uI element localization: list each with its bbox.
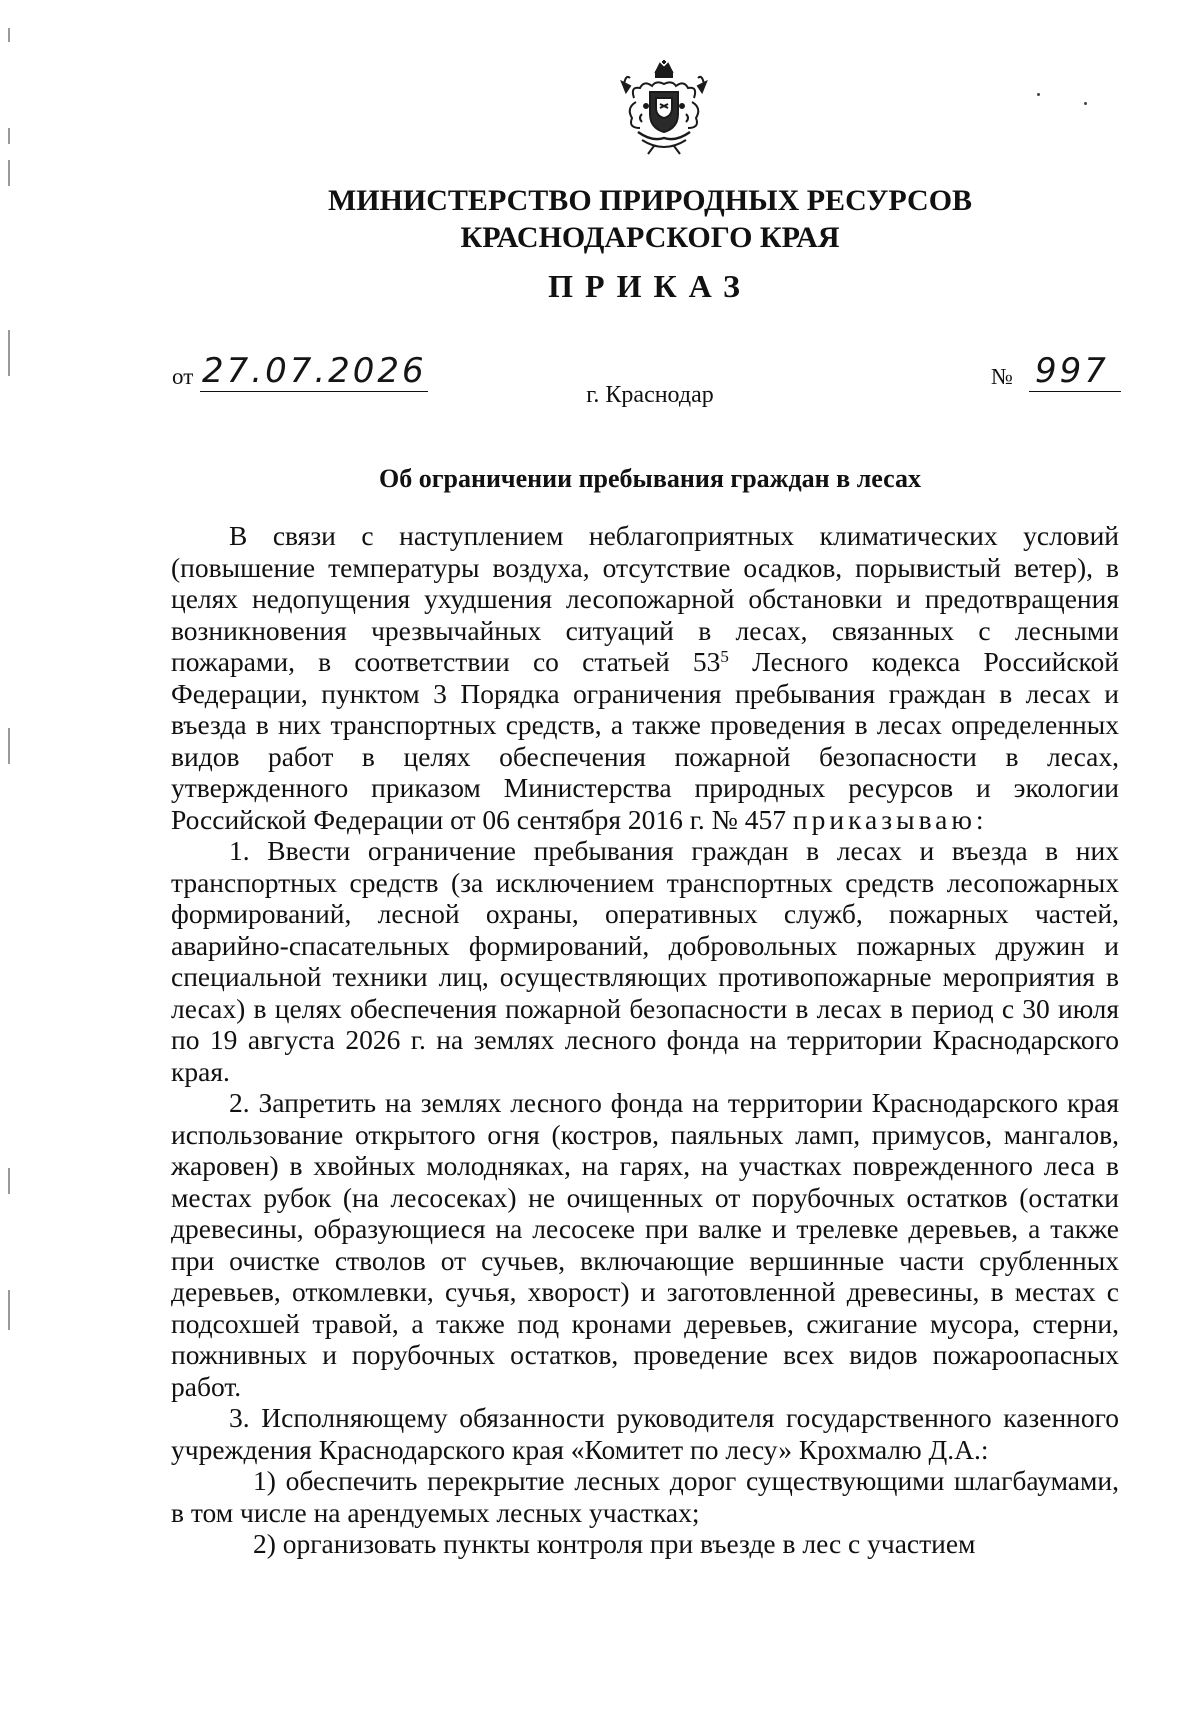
item-3-1-paragraph: 1) обеспечить перекрытие лесных дорог существующими шлагбаумами, в том числе на арендуемых лесных участках; — [171, 1465, 1119, 1528]
order-number-field — [991, 350, 1131, 394]
order-date: 27.07.2026 — [202, 351, 427, 391]
scan-dust-speck — [1084, 102, 1087, 105]
item-1-paragraph: 1. Ввести ограничение пребывания граждан в лесах и въезда в них транспортных средств (за исключением транспортных средств лесопожарных формирований, лесной охраны, оперативных служб, пожарных частей, аварийно-спасательных формирований, добровольных пожарных дружин и специальной техники лиц, осуществляющих противопожарные мероприятия в лесах) в целях обеспечения пожарной безопасности в лесах в период с 30 июля по 19 августа 2026 г. на землях лесного фонда на территории Краснодарского края. — [171, 835, 1119, 1087]
order-number: 997 — [1035, 351, 1109, 391]
scan-dust-speck — [1037, 93, 1040, 96]
ministry-name-line2: КРАСНОДАРСКОГО КРАЯ — [460, 221, 840, 254]
order-body — [171, 520, 1119, 1560]
city: г. Краснодар — [586, 382, 714, 408]
order-subject: Об ограничении пребывания граждан в лесах — [378, 464, 922, 493]
preamble-text-b: Лесного кодекса Российской Федерации, пунктом 3 Порядка ограничения пребывания граждан в лесах и въезда в них транспортных средств, а также проведения в лесах определенных видов работ в целях обеспечения пожарной безопасности в лесах, утвержденного приказом Министерства природных ресурсов и экологии Российской Федерации от 06 сентября 2016 г. № 457 — [171, 646, 1119, 835]
scan-edge-mark — [8, 28, 10, 42]
document-type-title: ПРИКАЗ — [548, 268, 752, 304]
scan-edge-mark — [8, 1290, 10, 1330]
scan-edge-mark — [8, 128, 10, 144]
number-prefix: № — [991, 364, 1013, 389]
scan-edge-mark — [8, 728, 10, 764]
number-underline — [1029, 391, 1121, 392]
order-verb: приказываю: — [792, 803, 988, 835]
date-prefix: от — [172, 364, 194, 389]
preamble-text-a: В связи с наступлением неблагоприятных климатических условий (повышение температуры воздуха, отсутствие осадков, порывистый ветер), в целях недопущения ухудшения лесопожарной обстановки и предотвращения возникновения чрезвычайных ситуаций в лесах, связанных с лесными пожарами, в соответствии со статьей 53 — [171, 520, 1119, 677]
coat-of-arms-icon — [612, 58, 716, 158]
scan-edge-mark — [8, 330, 10, 376]
item-3-2-paragraph: 2) организовать пункты контроля при въезде в лес с участием — [253, 1528, 976, 1559]
ministry-name-line1: МИНИСТЕРСТВО ПРИРОДНЫХ РЕСУРСОВ — [327, 184, 973, 217]
item-3-paragraph: 3. Исполняющему обязанности руководителя государственного казенного учреждения Краснодарского края «Комитет по лесу» Крохмалю Д.А.: — [171, 1402, 1119, 1465]
ministry-name — [200, 182, 1100, 256]
date-underline — [200, 391, 428, 392]
scan-edge-mark — [8, 160, 10, 186]
scan-edge-mark — [8, 1168, 10, 1194]
preamble-paragraph — [171, 520, 1119, 835]
article-superscript: 5 — [720, 647, 729, 666]
order-date-field — [172, 350, 432, 394]
item-2-paragraph: 2. Запретить на землях лесного фонда на территории Краснодарского края использование открытого огня (костров, паяльных ламп, примусов, мангалов, жаровен) в хвойных молодняках, на гарях, на участках поврежденного леса в местах рубок (на лесосеках) не очищенных от порубочных остатков (остатки древесины, образующиеся на лесосеке при валке и трелевке деревьев, а также при очистке стволов от сучьев, включающие вершинные части срубленных деревьев, откомлевки, сучья, хворост) и заготовленной древесины, в местах с подсохшей травой, а также под кронами деревьев, сжигание мусора, стерни, пожнивных и порубочных остатков, проведение всех видов пожароопасных работ. — [171, 1087, 1119, 1402]
